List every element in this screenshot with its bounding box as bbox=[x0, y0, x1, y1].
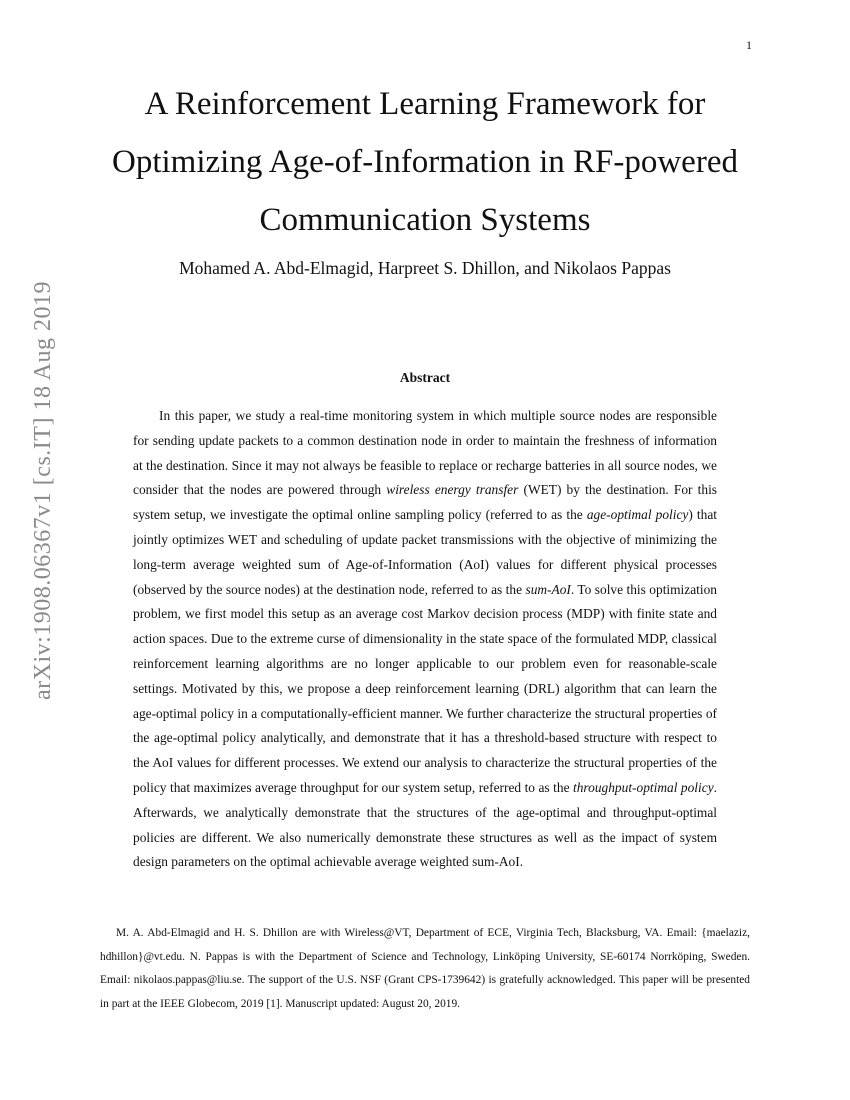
arxiv-identifier-stamp: arXiv:1908.06367v1 [cs.IT] 18 Aug 2019 bbox=[30, 281, 56, 700]
paper-title: A Reinforcement Learning Framework for Optimizing Age-of-Information in RF-powered Communication Systems bbox=[112, 86, 738, 238]
page-number: 1 bbox=[746, 38, 752, 52]
abstract-text-5: . Afterwards, we analytically demonstrate that the structures of the age-optimal and throughput-optimal policies are different. We also numerically demonstrate these structures as well as the impact of system design parameters on the optimal achievable average weighted sum-AoI. bbox=[133, 779, 717, 870]
author-affiliation-footnote: M. A. Abd-Elmagid and H. S. Dhillon are with Wireless@VT, Department of ECE, Virginia Tech, Blacksburg, VA. Email: {maelaziz, hdhillon}@vt.edu. N. Pappas is with the Department of Science and Technology, Linköping University, SE-60174 Norrköping, Sweden. Email: nikolaos.pappas@liu.se. The support of the U.S. NSF (Grant CPS-1739642) is gratefully acknowledged. This paper will be presented in part at the IEEE Globecom, 2019 [1]. Manuscript updated: August 20, 2019. bbox=[100, 927, 750, 1010]
abstract-emphasis-age-optimal: age-optimal policy bbox=[586, 507, 689, 523]
abstract-emphasis-throughput-optimal: throughput-optimal policy bbox=[573, 779, 714, 795]
author-list: Mohamed A. Abd-Elmagid, Harpreet S. Dhillon, and Nikolaos Pappas bbox=[179, 258, 671, 278]
abstract-body bbox=[133, 404, 717, 875]
abstract-text-4: . To solve this optimization problem, we first model this setup as an average cost Markov decision process (MDP) with finite state and action spaces. Due to the extreme curse of dimensionality in the state space of the formulated MDP, classical reinforcement learning algorithms are no longer applicable to our problem even for reasonable-scale settings. Motivated by this, we propose a deep reinforcement learning (DRL) algorithm that can learn the age-optimal policy in a computationally-efficient manner. We further characterize the structural properties of the age-optimal policy analytically, and demonstrate that it has a threshold-based structure with respect to the AoI values for different processes. We extend our analysis to characterize the structural properties of the policy that maximizes average throughput for our system setup, referred to as the bbox=[133, 581, 717, 795]
abstract-text-1: In this paper, we study a real-time monitoring system in which multiple source nodes are responsible for sending update packets to a common destination node in order to maintain the freshness of information at the destination. Since it may not always be feasible to replace or recharge batteries in all source nodes, we consider that the nodes are powered through bbox=[133, 408, 717, 498]
abstract-text-2: (WET) by the destination. For this system setup, we investigate the optimal online sampling policy (referred to as the bbox=[133, 482, 717, 523]
abstract-emphasis-sum-aoi: sum-AoI bbox=[525, 581, 571, 597]
abstract-emphasis-wet: wireless energy transfer bbox=[386, 482, 519, 498]
abstract-heading: Abstract bbox=[399, 370, 451, 385]
abstract-text-3: ) that jointly optimizes WET and scheduling of update packet transmissions with the objective of minimizing the long-term average weighted sum of Age-of-Information (AoI) values for different physical processes (observed by the source nodes) at the destination node, referred to as the bbox=[133, 507, 717, 597]
